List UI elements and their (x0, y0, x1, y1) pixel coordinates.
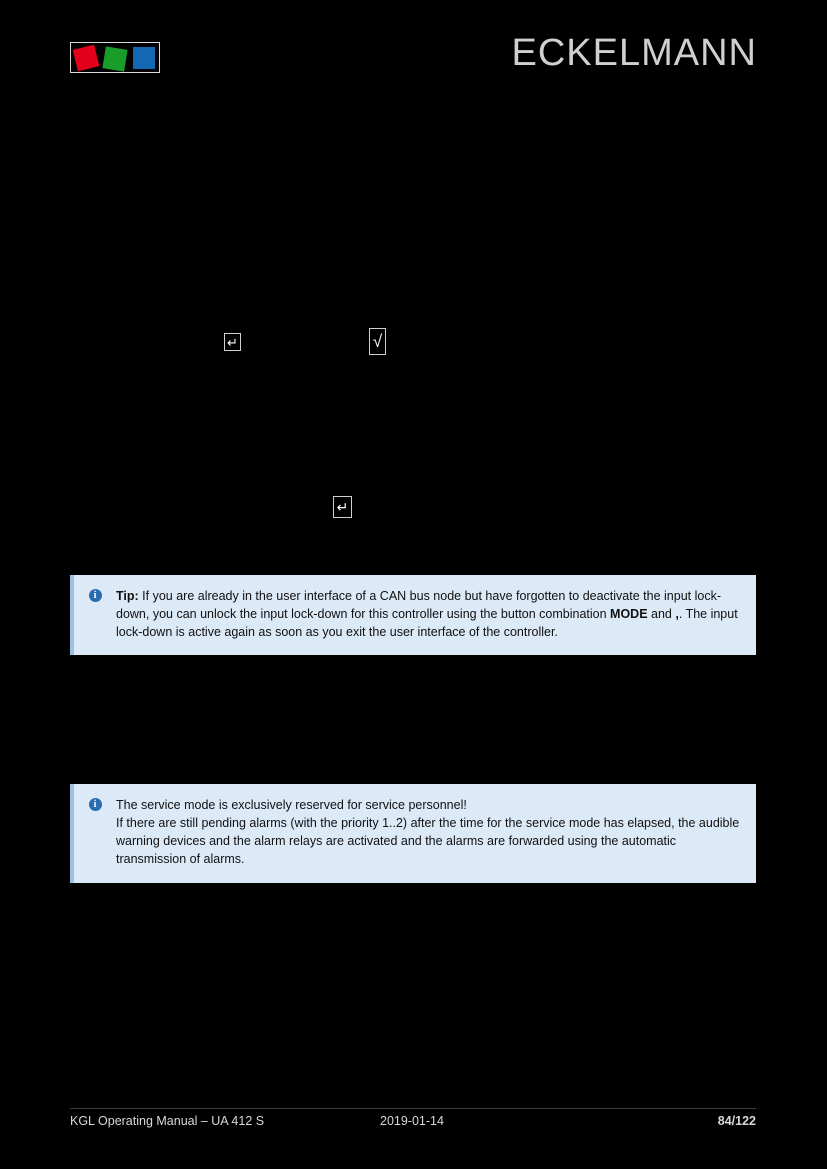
enter-key-icon: ↵ (224, 333, 241, 351)
tip-text-2: and (647, 607, 676, 622)
note-icon-wrapper-2 (74, 796, 116, 869)
footer-date: 2019-01-14 (380, 1114, 444, 1128)
key-comma-label: , (675, 607, 679, 622)
tip-lead: Tip: (116, 589, 139, 603)
footer-page-number: 84/122 (717, 1114, 756, 1128)
logo-square-red-icon (73, 45, 100, 72)
tip-text-3: . The input lock-down is active again as soon as you exit the user interface of the controller. (116, 607, 738, 640)
page-header (0, 0, 827, 110)
footer-document-title: KGL Operating Manual – UA 412 S (70, 1114, 265, 1128)
brand-wordmark: ECKELMANN (511, 32, 757, 74)
service-note-body (116, 796, 742, 869)
tip-note-body (116, 587, 742, 641)
service-note-box (70, 784, 756, 883)
info-icon: i (89, 589, 102, 602)
service-note-line-2: If there are still pending alarms (with the priority 1..2) after the time for the service mode has elapsed, the audible warning devices and the alarm relays are activated and the alarms are forwarded using the automatic transmission of alarms. (116, 816, 740, 867)
check-key-icon: √ (369, 328, 386, 355)
logo-square-green-icon (102, 46, 127, 71)
eckelmann-logo-icon (70, 42, 160, 73)
service-note-line-1: The service mode is exclusively reserved for service personnel! (116, 798, 467, 812)
logo-square-blue-icon (133, 47, 155, 69)
tip-note-box (70, 575, 756, 655)
tip-text-1: If you are already in the user interface of a CAN bus node but have forgotten to deactivate the input lock-down, you can unlock the input lock-down for this controller using the button combination (116, 589, 721, 622)
page-footer (70, 1108, 756, 1135)
enter-key-icon-2: ↵ (333, 496, 352, 518)
info-icon: i (89, 798, 102, 811)
note-icon-wrapper (74, 587, 116, 641)
key-mode-label: MODE (610, 607, 648, 622)
